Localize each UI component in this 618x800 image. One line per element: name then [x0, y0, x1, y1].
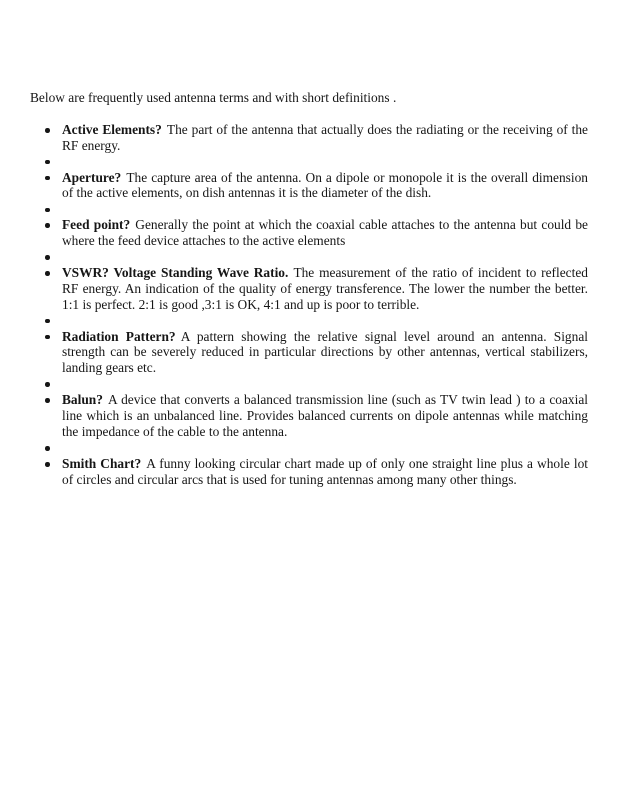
term-list-item [30, 392, 588, 440]
term-definition: The part of the antenna that actually does the radiating or the receiving of the RF energy. [62, 121, 588, 153]
term-definition: A device that converts a balanced transmission line (such as TV twin lead ) to a coaxial line which is an unbalanced line. Provides balanced currents on dipole antennas while matching the impedance of the cable to the antenna. [62, 392, 588, 439]
term-list-item [30, 456, 588, 488]
term-label: Active Elements? [62, 121, 162, 137]
term-list-item [30, 440, 588, 456]
term-label: Smith Chart? [62, 455, 142, 471]
term-definition: The capture area of the antenna. On a dipole or monopole it is the overall dimension of the active elements, on dish antennas it is the diameter of the dish. [62, 169, 588, 201]
term-list-item [30, 329, 588, 377]
intro-paragraph: Below are frequently used antenna terms and with short definitions . [30, 90, 397, 105]
term-list-item [30, 217, 588, 249]
term-list-item [30, 154, 588, 170]
term-label: Balun? [62, 392, 103, 408]
term-list-item [30, 265, 588, 313]
term-list-item [30, 313, 588, 329]
term-definition: A pattern showing the relative signal level around an antenna. Signal strength can be severely reduced in particular directions by other antennas, vertical stabilizers, landing gears etc. [62, 328, 588, 376]
term-list-item [30, 122, 588, 154]
term-definition: The measurement of the ratio of incident to reflected RF energy. An indication of the quality of energy transference. The lower the number the better. 1:1 is perfect. 2:1 is good ,3:1 is OK, 4:1 and up is poor to terrible. [62, 264, 588, 312]
term-label: Feed point? [62, 217, 131, 233]
term-list-item [30, 249, 588, 265]
term-list-item [30, 376, 588, 392]
term-list-item [30, 170, 588, 202]
term-label: Aperture? [62, 169, 122, 185]
term-definition: A funny looking circular chart made up of only one straight line plus a whole lot of circles and circular arcs that is used for tuning antennas among many other things. [62, 455, 588, 487]
term-label: VSWR? Voltage Standing Wave Ratio. [62, 264, 289, 280]
term-label: Radiation Pattern? [62, 328, 176, 344]
term-definition: Generally the point at which the coaxial cable attaches to the antenna but could be where the feed device attaches to the active elements [62, 217, 588, 249]
term-list-item [30, 201, 588, 217]
terms-list [30, 122, 588, 488]
